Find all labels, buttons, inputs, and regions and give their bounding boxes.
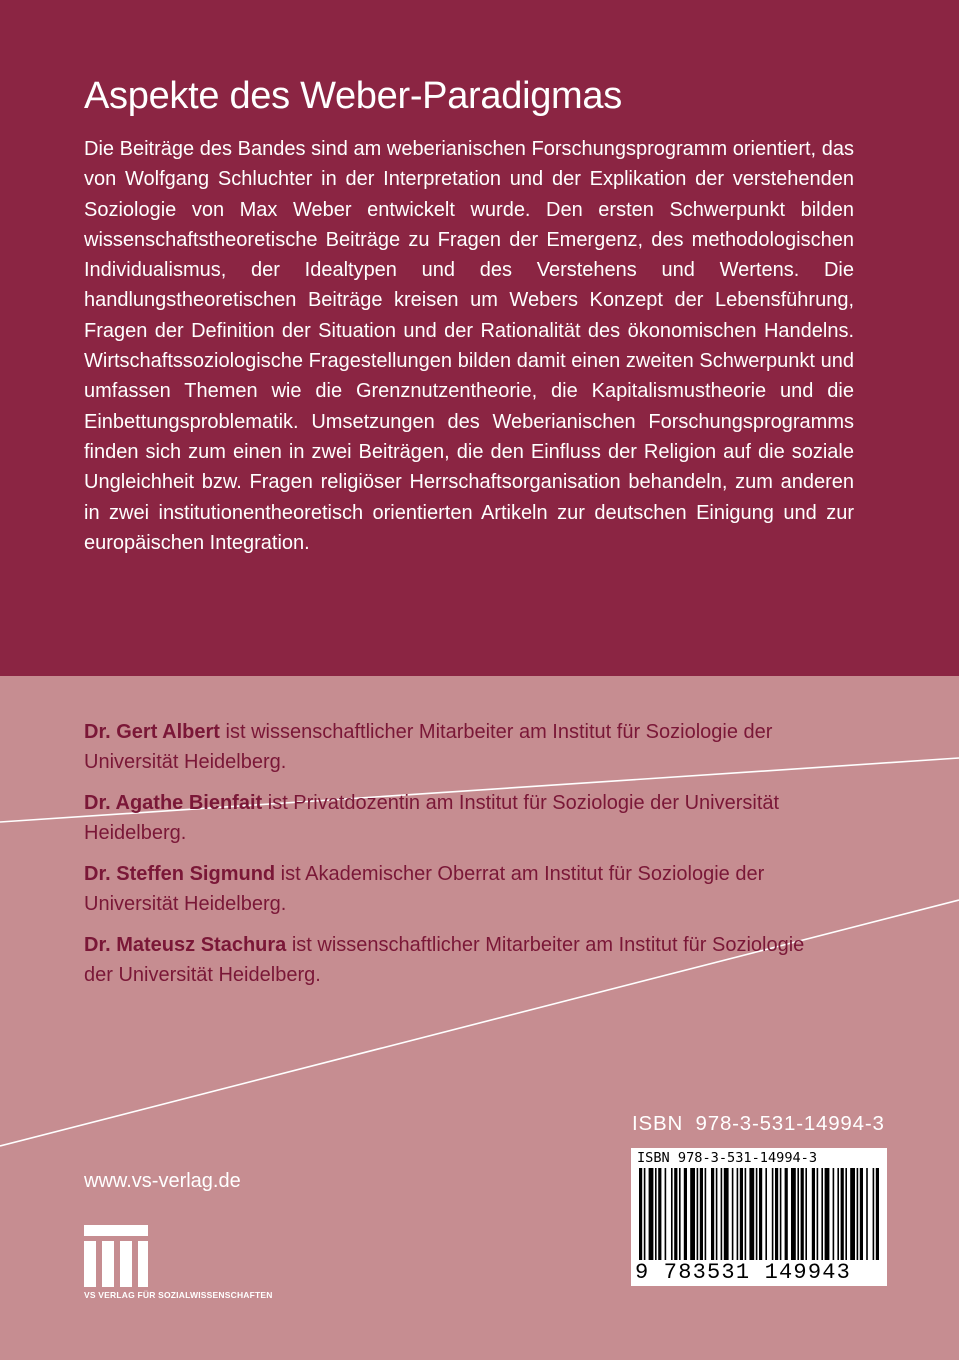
author-description: ist wissenschaftlicher Mitarbeiter am Institut für Soziologie der Universität Heidelberg. <box>84 721 773 773</box>
author-name: Dr. Mateusz Stachura <box>84 934 287 956</box>
author-bio-stachura <box>84 931 824 990</box>
author-name: Dr. Steffen Sigmund <box>84 863 276 885</box>
publisher-website: www.vs-verlag.de <box>84 1170 241 1192</box>
author-name: Dr. Gert Albert <box>84 721 220 743</box>
barcode-digits: 9 783531 149943 <box>635 1260 852 1285</box>
publisher-name: VS VERLAG FÜR SOZIALWISSENSCHAFTEN <box>84 1290 273 1300</box>
author-name: Dr. Agathe Bienfait <box>84 792 263 814</box>
author-bio-sigmund <box>84 860 824 919</box>
author-description: ist Akademischer Oberrat am Institut für Soziologie der Universität Heidelberg. <box>84 863 765 915</box>
book-description: Die Beiträge des Bandes sind am weberianischen Forschungsprogramm orientiert, das von Wolfgang Schluchter in der Interpretation und der Explikation der verstehenden Soziologie von Max Weber entwickelt wurde. Den ersten Schwerpunkt bilden wissenschaftstheoretische Beiträge zu Fragen der Emergenz, des methodologischen Individualismus, der Idealtypen und des Verstehens und Wertens. Die handlungstheoretischen Beiträge kreisen um Webers Konzept der Lebensführung, Fragen der Definition der Situation und der Rationalität des ökonomischen Handelns. Wirtschaftssoziologische Fragestellungen bilden damit einen zweiten Schwerpunkt und umfassen Themen wie die Grenznutzentheorie, die Kapitalismustheorie und die Einbettungsproblematik. Umsetzungen des Weberianischen Forschungsprogramms finden sich zum einen in zwei Beiträgen, die den Einfluss der Religion auf die soziale Ungleichheit bzw. Fragen religiöser Herrschaftsorganisation behandeln, zum anderen in zwei institutionentheoretisch orientierten Artikeln zur deutschen Einigung und zur europäischen Integration. <box>84 138 854 554</box>
isbn-label: ISBN 978-3-531-14994-3 <box>632 1112 885 1135</box>
author-description: ist Privatdozentin am Institut für Soziologie der Universität Heidelberg. <box>84 792 780 844</box>
author-bio-albert <box>84 718 824 777</box>
author-description: ist wissenschaftlicher Mitarbeiter am Institut für Soziologie der Universität Heidelberg. <box>84 934 805 986</box>
author-bio-bienfait <box>84 789 824 848</box>
vs-verlag-logo <box>84 1225 148 1287</box>
book-title: Aspekte des Weber-Paradigmas <box>84 75 622 117</box>
barcode-isbn-text: ISBN 978-3-531-14994-3 <box>637 1150 818 1166</box>
author-bios <box>84 718 824 1002</box>
barcode <box>631 1148 887 1286</box>
